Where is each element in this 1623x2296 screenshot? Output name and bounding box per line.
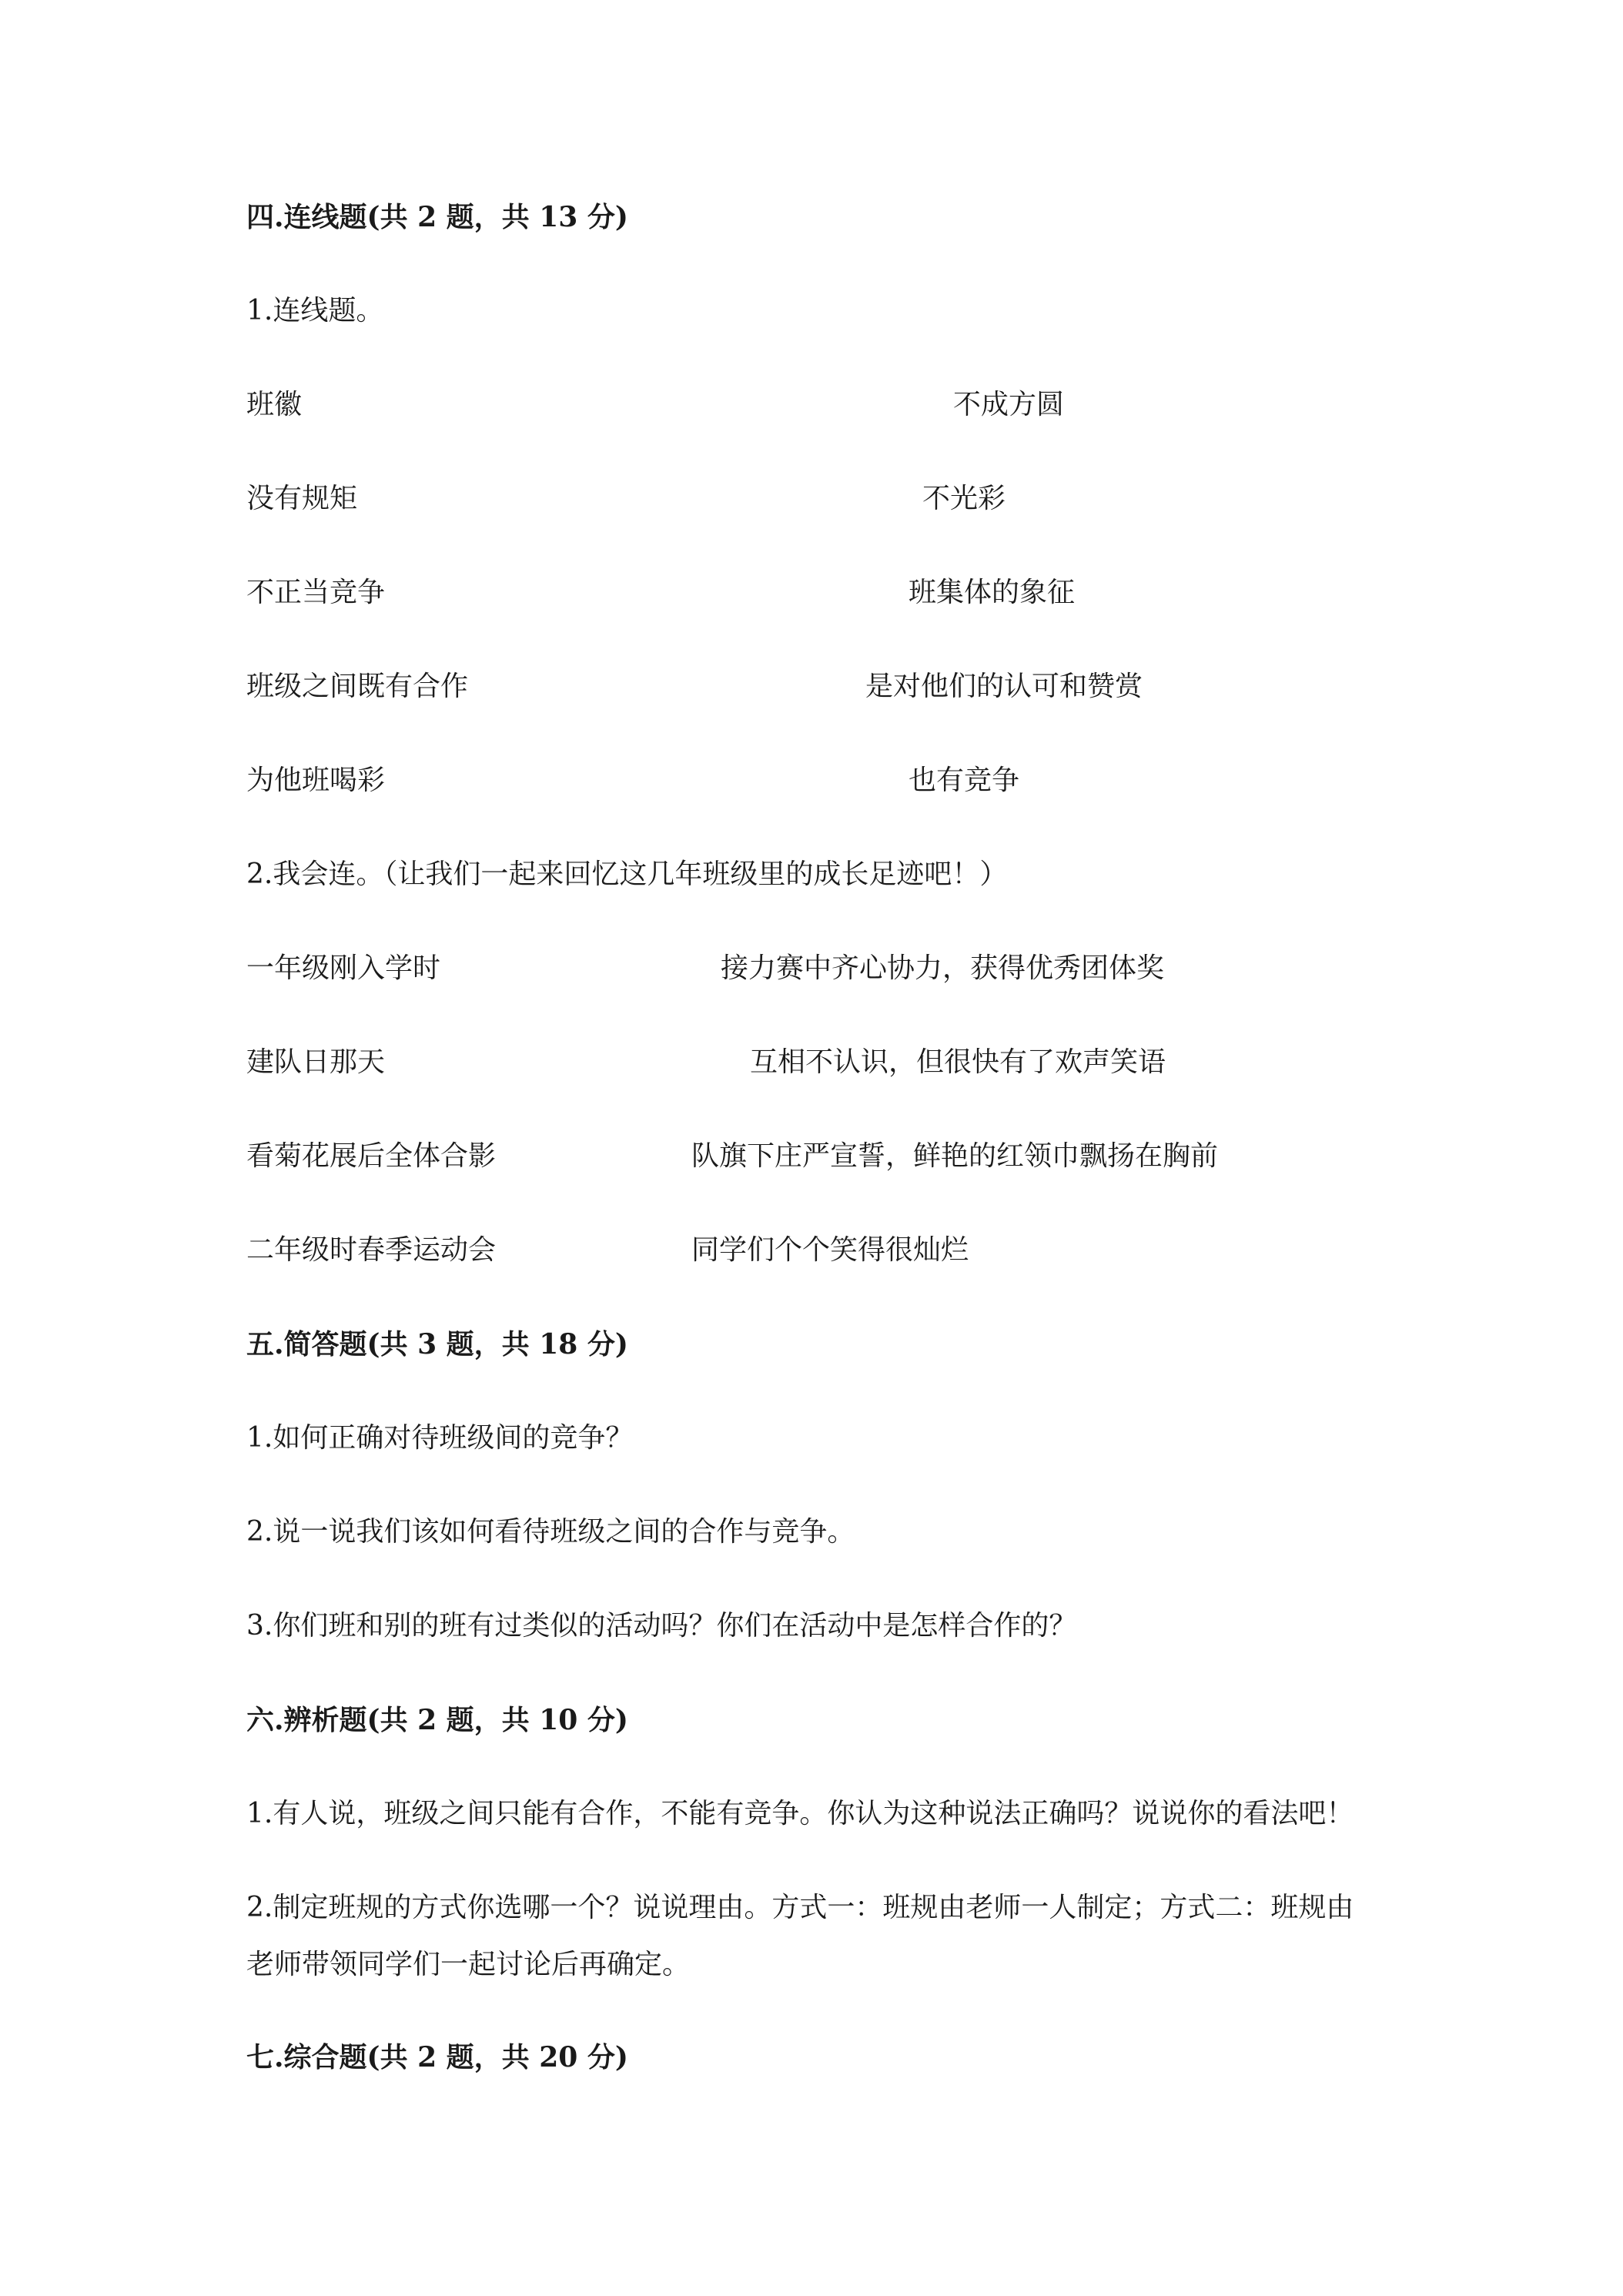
section-heading-matching: 四.连线题(共 2 题，共 13 分)	[246, 201, 628, 233]
match-right-item: 互相不认识，但很快有了欢声笑语	[750, 1046, 1166, 1078]
match-right-item: 接力赛中齐心协力，获得优秀团体奖	[721, 952, 1165, 984]
match-right-item: 队旗下庄严宣誓，鲜艳的红领巾飘扬在胸前	[691, 1140, 1219, 1172]
question-item: 1.如何正确对待班级间的竞争？	[246, 1422, 634, 1454]
match-left-item: 看菊花展后全体合影	[246, 1140, 497, 1172]
question-1-label: 1.连线题。	[246, 295, 384, 326]
match-left-item: 为他班喝彩	[246, 765, 386, 796]
match-left-item: 班级之间既有合作	[246, 671, 469, 702]
match-left-item: 没有规矩	[246, 483, 358, 514]
question-item: 2.制定班规的方式你选哪一个？说说理由。方式一：班规由老师一人制定；方式二：班规由	[246, 1892, 1354, 1923]
match-left-item: 班徽	[246, 389, 303, 420]
match-left-item: 二年级时春季运动会	[246, 1234, 497, 1266]
match-left-item: 建队日那天	[246, 1046, 386, 1078]
section-heading-analysis: 六.辨析题(共 2 题，共 10 分)	[246, 1704, 628, 1736]
question-item: 1.有人说，班级之间只能有合作，不能有竞争。你认为这种说法正确吗？说说你的看法吧！	[246, 1798, 1354, 1829]
match-right-item: 是对他们的认可和赞赏	[865, 671, 1143, 702]
match-left-item: 一年级刚入学时	[246, 952, 441, 984]
match-right-item: 同学们个个笑得很灿烂	[691, 1234, 969, 1266]
match-right-item: 也有竞争	[909, 765, 1020, 796]
question-item-continued: 老师带领同学们一起讨论后再确定。	[246, 1949, 691, 1980]
section-heading-short-answer: 五.简答题(共 3 题，共 18 分)	[246, 1328, 628, 1361]
question-2-label: 2.我会连。（让我们一起来回忆这几年班级里的成长足迹吧！）	[246, 858, 1008, 890]
match-right-item: 不成方圆	[953, 389, 1065, 420]
section-heading-comprehensive: 七.综合题(共 2 题，共 20 分)	[246, 2041, 628, 2073]
question-item: 3.你们班和别的班有过类似的活动吗？你们在活动中是怎样合作的？	[246, 1610, 1077, 1642]
match-right-item: 班集体的象征	[909, 577, 1076, 608]
match-right-item: 不光彩	[922, 483, 1006, 514]
question-item: 2.说一说我们该如何看待班级之间的合作与竞争。	[246, 1516, 855, 1548]
match-left-item: 不正当竞争	[246, 577, 386, 608]
